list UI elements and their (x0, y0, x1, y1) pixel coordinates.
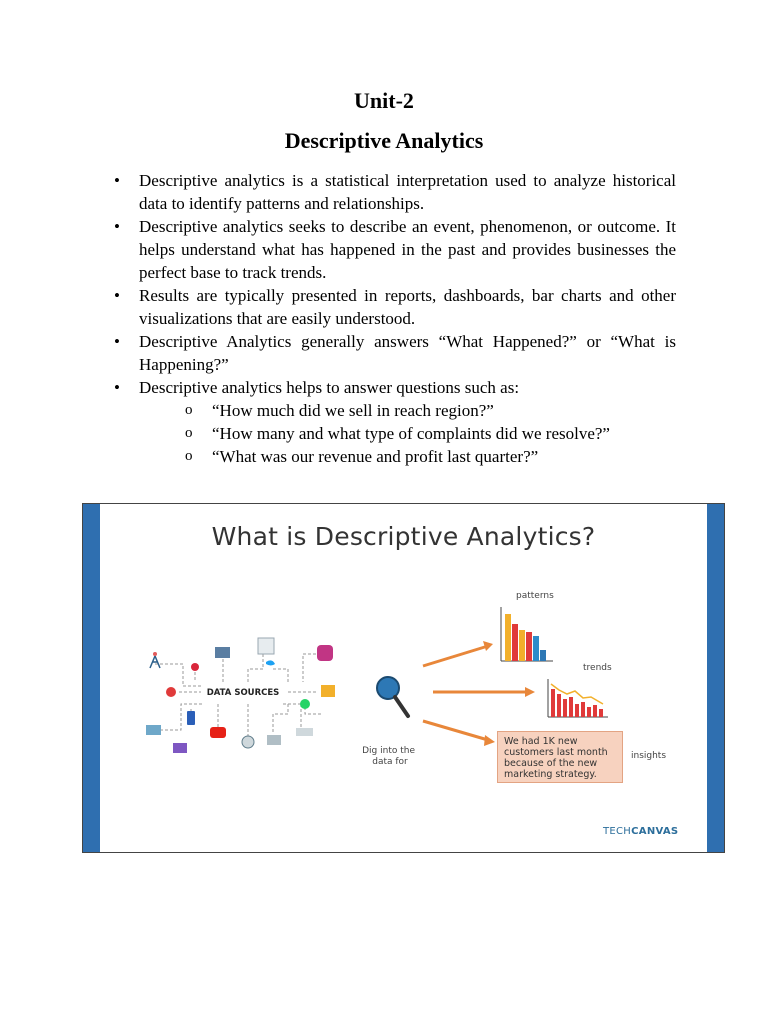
bullet-item (112, 376, 676, 468)
whatsapp-icon (300, 699, 310, 709)
techcanvas-logo (603, 826, 678, 837)
trends-chart (548, 679, 608, 717)
trend-bar (581, 702, 585, 717)
mobile-icon (187, 711, 195, 725)
trend-bar (587, 707, 591, 717)
mail-icon (173, 743, 187, 753)
slide-image (82, 503, 725, 853)
arrow-insights (423, 721, 488, 740)
pattern-bar (526, 632, 532, 661)
insight-box: We had 1K new customers last month because of the new marketing strategy. (497, 731, 623, 783)
antenna-icon (150, 652, 160, 668)
dig-label-line1: Dig into the (362, 746, 415, 756)
sub-bullet-item: o “How much did we sell in reach region?” (185, 399, 676, 422)
trend-bar (569, 697, 573, 717)
pattern-bar (512, 624, 518, 661)
chart-icon (258, 638, 274, 654)
dig-label (362, 746, 418, 767)
patterns-label: patterns (516, 591, 554, 601)
bullet-item: • Descriptive Analytics generally answers “What Happened?” or “What is Happening?” (112, 330, 676, 376)
location-pin-icon (166, 687, 176, 697)
trend-bar (575, 704, 579, 717)
pattern-bar (540, 650, 546, 661)
data-sources-label: DATA SOURCES (206, 688, 280, 698)
sub-bullet-list (139, 399, 676, 468)
magnifier-icon (377, 677, 408, 716)
connector-line (248, 654, 263, 682)
sub-bullet-item: o “How many and what type of complaints did we resolve?” (185, 422, 676, 445)
dig-label-line2: data for (372, 757, 408, 767)
connector-line (155, 704, 203, 730)
basket-icon (146, 725, 161, 735)
pattern-bar (505, 614, 511, 661)
insights-label: insights (631, 751, 667, 761)
bullet-list (112, 169, 676, 468)
trend-bar (563, 699, 567, 717)
arrow-patterns (423, 646, 488, 666)
printer-icon (296, 728, 313, 736)
trend-bar (557, 694, 561, 717)
logo-suffix: CANVAS (631, 826, 679, 837)
factory-icon (267, 735, 281, 745)
patterns-chart (501, 607, 553, 661)
trends-label: trends (583, 663, 612, 673)
folder-icon (321, 685, 335, 697)
image-icon (215, 647, 230, 658)
bullet-item: • Descriptive analytics seeks to describe an event, phenomenon, or outcome. It helps understand what has happened in the past and provides businesses the perfect base to track trends. (112, 215, 676, 284)
bullet-item: • Results are typically presented in reports, dashboards, bar charts and other visualizations that are easily understood. (112, 284, 676, 330)
connector-line (273, 704, 288, 732)
trend-bar (593, 705, 597, 717)
pattern-bar (533, 636, 539, 661)
logo-prefix: TECH (603, 826, 632, 837)
trend-bar (551, 689, 555, 717)
twitter-icon (266, 660, 275, 665)
bullet-item: • Descriptive analytics is a statistical interpretation used to analyze historical data to identify patterns and relationships. (112, 169, 676, 215)
page-heading: Descriptive Analytics (284, 128, 484, 153)
bullet-text: Descriptive analytics helps to answer questions such as: (139, 378, 520, 397)
gauge-icon (242, 736, 254, 748)
sub-bullet-item: o “What was our revenue and profit last quarter?” (185, 445, 676, 468)
unit-title: Unit-2 (354, 88, 414, 113)
instagram-icon (317, 645, 333, 661)
trend-bar (599, 709, 603, 717)
slide-graphic (83, 504, 724, 852)
pattern-bar (519, 630, 525, 661)
slide-title: What is Descriptive Analytics? (211, 522, 596, 551)
pinterest-icon (191, 663, 199, 671)
youtube-icon (210, 727, 226, 738)
connector-line (273, 669, 288, 682)
